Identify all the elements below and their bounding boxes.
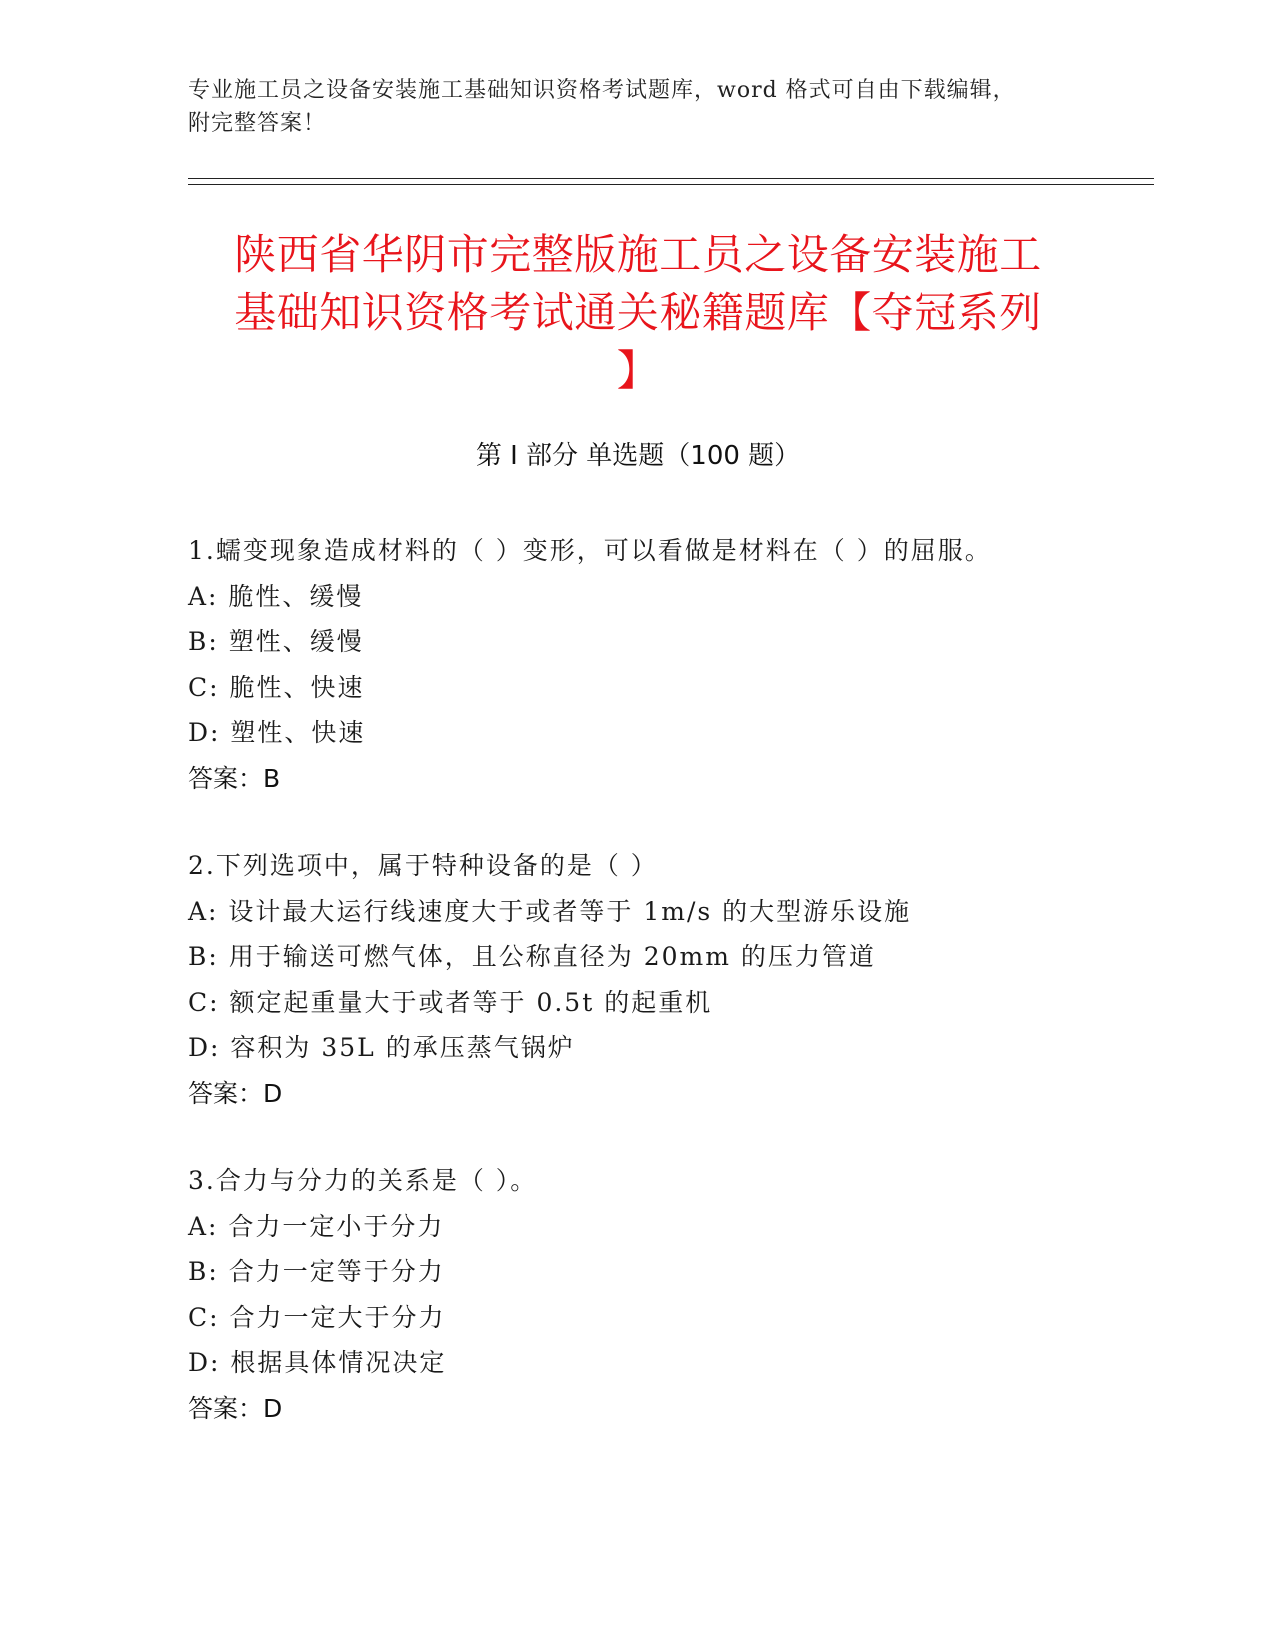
document-title — [188, 226, 1088, 400]
question-1 — [188, 528, 1168, 801]
document-title-line-2: 基础知识资格考试通关秘籍题库【夺冠系列 — [234, 288, 1042, 337]
answer: 答案：D — [188, 1078, 283, 1108]
option-a: A: 合力一定小于分力 — [188, 1211, 445, 1241]
question-3 — [188, 1158, 1168, 1431]
option-a: A: 设计最大运行线速度大于或者等于 1m/s 的大型游乐设施 — [188, 896, 912, 926]
option-c: C: 合力一定大于分力 — [188, 1302, 446, 1332]
answer: 答案：B — [188, 763, 281, 793]
question-stem: 3.合力与分力的关系是（ ）。 — [188, 1166, 538, 1195]
document-title-line-1: 陕西省华阴市完整版施工员之设备安装施工 — [234, 230, 1042, 279]
option-c: C: 脆性、快速 — [188, 672, 365, 702]
header-divider-bottom — [188, 184, 1154, 185]
header-note-line-1: 专业施工员之设备安装施工基础知识资格考试题库，word 格式可自由下载编辑， — [188, 78, 1016, 103]
document-title-line-3: 】 — [616, 346, 660, 395]
option-a: A: 脆性、缓慢 — [188, 581, 364, 611]
option-b: B: 塑性、缓慢 — [188, 627, 364, 656]
option-b: B: 用于输送可燃气体，且公称直径为 20mm 的压力管道 — [188, 942, 876, 971]
option-d: D: 容积为 35L 的承压蒸气锅炉 — [188, 1033, 575, 1062]
header-divider-top — [188, 178, 1154, 179]
question-stem: 2.下列选项中，属于特种设备的是（ ） — [188, 851, 658, 880]
option-c: C: 额定起重量大于或者等于 0.5t 的起重机 — [188, 987, 713, 1017]
question-2 — [188, 843, 1168, 1116]
header-note-line-2: 附完整答案！ — [188, 111, 327, 136]
option-d: D: 塑性、快速 — [188, 718, 366, 747]
header-note — [188, 74, 1088, 140]
section-title: 第 I 部分 单选题（100 题） — [475, 441, 801, 471]
question-list — [188, 528, 1168, 1473]
option-d: D: 根据具体情况决定 — [188, 1348, 447, 1377]
option-b: B: 合力一定等于分力 — [188, 1257, 445, 1286]
answer: 答案：D — [188, 1393, 283, 1423]
question-stem: 1.蠕变现象造成材料的（ ）变形，可以看做是材料在（ ）的屈服。 — [188, 536, 992, 565]
